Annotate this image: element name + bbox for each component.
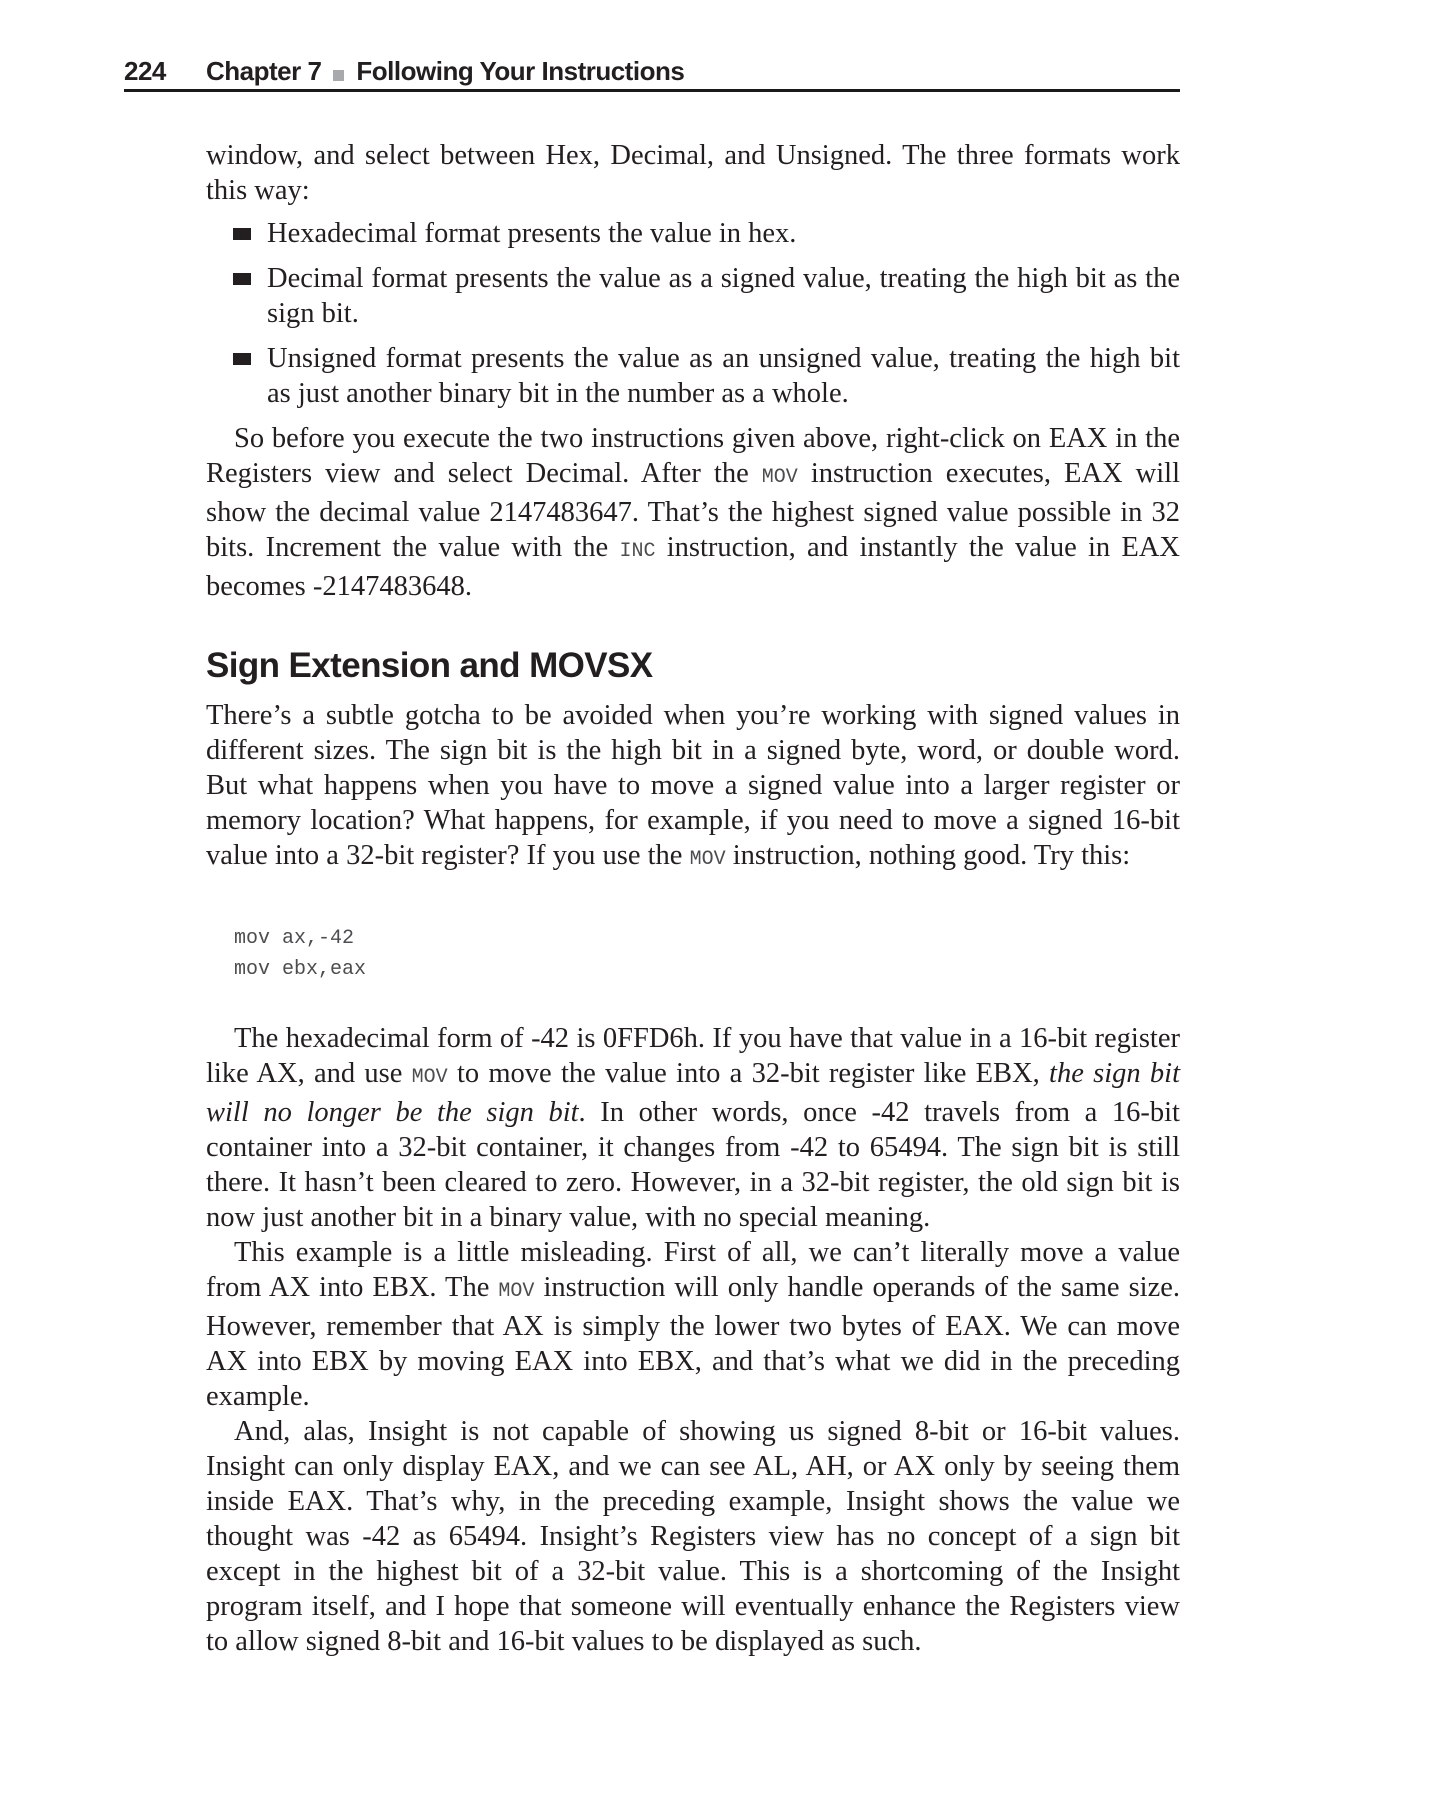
chapter-title: Following Your Instructions bbox=[356, 56, 685, 86]
square-bullet-icon bbox=[233, 228, 251, 240]
text-run: instruction, nothing good. Try this: bbox=[725, 840, 1131, 871]
list-item-text: Decimal format presents the value as a signed value, treating the high bit as the sign bit. bbox=[267, 263, 1180, 329]
paragraph-gotcha bbox=[206, 698, 1180, 877]
text-run: instruction, and instantly the value in EAX becomes -2147483648. bbox=[206, 532, 1180, 602]
text-run: This example is a little misleading. First of all, we can’t literally move a value from AX into EBX. The bbox=[206, 1237, 1180, 1303]
code-listing bbox=[234, 923, 1180, 985]
text-run: instruction executes, EAX will show the decimal value 2147483647. That’s the highest signed value possible in 32 bits. Increment the value with the bbox=[206, 458, 1181, 563]
square-bullet-icon bbox=[233, 353, 251, 365]
emphasis-text: the sign bit will no longer be the sign bit bbox=[206, 1058, 1180, 1128]
inline-code-mov: MOV bbox=[498, 1280, 535, 1303]
list-item bbox=[267, 261, 1180, 331]
inline-code-mov: MOV bbox=[689, 848, 726, 871]
text-run: So before you execute the two instructions given above, right-click on EAX in the Registers view and select Decimal. After the bbox=[206, 423, 1180, 489]
paragraph-insight-limitation: And, alas, Insight is not capable of showing us signed 8-bit or 16-bit values. Insight can only display EAX, and we can see AL, AH, or AX only by seeing them inside EAX. That’s why, in the preceding example, Insight shows the value we thought was -42 as 65494. Insight’s Registers view has no concept of a sign bit except in the highest bit of a 32-bit value. This is a shortcoming of the Insight program itself, and I hope that someone will eventually enhance the Registers view to allow signed 8-bit and 16-bit values to be displayed as such. bbox=[206, 1416, 1180, 1657]
list-item-text: Hexadecimal format presents the value in hex. bbox=[267, 218, 797, 249]
paragraph-misleading bbox=[206, 1235, 1180, 1414]
text-run: . In other words, once -42 travels from a 16-bit container into a 32-bit container, it changes from -42 to 65494. The sign bit is still there. It hasn’t been cleared to zero. However, in a 32-bit register, the old sign bit is now just another bit in a binary value, with no special meaning. bbox=[206, 1097, 1180, 1233]
chapter-label: Chapter 7 bbox=[206, 56, 322, 86]
code-line: mov ax,-42 bbox=[234, 927, 355, 950]
inline-code-mov: MOV bbox=[761, 466, 798, 489]
text-run: The hexadecimal form of -42 is 0FFD6h. If you have that value in a 16-bit register like AX, and use bbox=[206, 1023, 1180, 1089]
paragraph-decimal-example bbox=[206, 421, 1180, 604]
list-item-text: Unsigned format presents the value as an unsigned value, treating the high bit as just another binary bit in the number as a whole. bbox=[267, 343, 1180, 409]
text-run: to move the value into a 32-bit register like EBX, bbox=[447, 1058, 1050, 1089]
page-body bbox=[206, 138, 1180, 1659]
code-line: mov ebx,eax bbox=[234, 958, 367, 981]
inline-code-mov: MOV bbox=[411, 1066, 448, 1089]
page-number: 224 bbox=[124, 56, 166, 86]
section-heading: Sign Extension and MOVSX bbox=[206, 646, 653, 685]
list-item bbox=[267, 216, 1180, 251]
separator-square-icon bbox=[333, 70, 344, 81]
list-item bbox=[267, 341, 1180, 411]
text-run: There’s a subtle gotcha to be avoided when you’re working with signed values in different sizes. The sign bit is the high bit in a signed byte, word, or double word. But what happens when you have to move a signed value into a larger register or memory location? What happens, for example, if you need to move a signed 16-bit value into a 32-bit register? If you use the bbox=[206, 700, 1180, 871]
intro-paragraph: window, and select between Hex, Decimal, and Unsigned. The three formats work this way: bbox=[206, 140, 1180, 206]
running-header bbox=[124, 54, 1180, 92]
format-list bbox=[206, 216, 1180, 411]
square-bullet-icon bbox=[233, 273, 251, 285]
text-run: instruction will only handle operands of the same size. However, remember that AX is simply the lower two bytes of EAX. We can move AX into EBX by moving EAX into EBX, and that’s what we did in the preceding example. bbox=[206, 1272, 1181, 1412]
paragraph-hex-form bbox=[206, 1021, 1180, 1235]
inline-code-inc: INC bbox=[619, 540, 656, 563]
